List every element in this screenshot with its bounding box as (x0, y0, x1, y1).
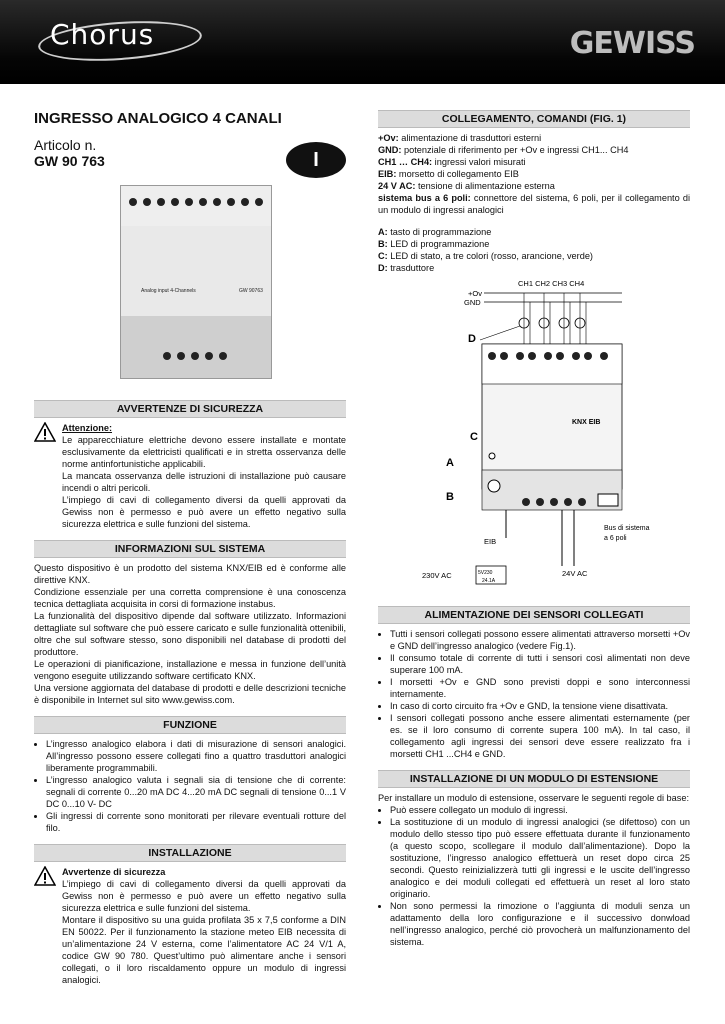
conn-item-1: +Ov: alimentazione di trasduttori esterni (378, 133, 542, 143)
brand-logo: Chorus (50, 18, 155, 51)
psu-label-2: 24.1A (482, 578, 496, 584)
warning-icon (34, 866, 56, 886)
page-title: INGRESSO ANALOGICO 4 CANALI (34, 110, 282, 127)
extension-item-2: • La sostituzione di un modulo di ingressi analogici (se difettoso) con un modulo dello stesso tipo può essere effettuata durante il funzionamento (a questo scopo, scollegare il modulo dall’alimentazione). Dopo la sostituzione, l’ingresso analogico effettuerà un reset dopo circa 25 secondi. Questo reinizializzerà tutti gli ingressi e le uscite dell’ingresso analogico e dei moduli collegati ed effettuerà un reset al loro stato originario. (390, 816, 690, 900)
psu-label-1: 5V230 (478, 570, 493, 576)
legend-d: D: trasduttore (378, 263, 435, 273)
extension-heading: INSTALLAZIONE DI UN MODULO DI ESTENSIONE (378, 770, 690, 788)
device-bottom-terminals (121, 316, 271, 378)
system-para-5: Una versione aggiornata del database di prodotti e delle descrizioni tecniche è disponibile in Internet sul sito www.gewiss.com. (34, 683, 346, 705)
conn-item-6: sistema bus a 6 poli: connettore del sistema, 6 poli, per il collegamento di un modulo di ingressi analogici (378, 193, 691, 215)
connections-heading: COLLEGAMENTO, COMANDI (FIG. 1) (378, 110, 690, 128)
device-model-text: Analog input 4-Channels (141, 288, 196, 294)
warning-icon (34, 422, 56, 442)
safety-section (34, 390, 346, 986)
diagram-bus-2: a 6 poli (604, 535, 627, 542)
label-a: A (446, 457, 454, 469)
safety-heading: AVVERTENZE DI SICUREZZA (34, 400, 346, 418)
label-d: D (468, 333, 476, 345)
supply-heading: ALIMENTAZIONE DEI SENSORI COLLEGATI (378, 606, 690, 624)
install-para-2: Montare il dispositivo su una guida profilata 35 x 7,5 conforme a DIN EN 50022. Per il funzionamento la stazione meteo EIB necessita di un’alimentazione 24 V esterna, come l’alimentatore AC 24 V/1 A, codice GW 90 780. Quest’ultimo può alimentare anche i sensori collegati, o il loro riscaldamento oppure un modulo di ingressi analogici. (62, 915, 346, 985)
conn-item-3: CH1 … CH4: ingressi valori misurati (378, 157, 526, 167)
conn-item-5: 24 V AC: tensione di alimentazione esterna (378, 181, 555, 191)
supply-item-5: • I sensori collegati possono anche essere alimentati esternamente (per es. se il loro consumo di corrente supera 100 mA). In tal caso, il collegamento agli ingressi dei sensori deve essere realizzato fra i morsetti CH1 ...CH4 e GND. (390, 712, 690, 760)
safety-para-1: Le apparecchiature elettriche devono essere installate e montate esclusivamente da elettricisti qualificati e in stretta osservanza delle norme antinfortunistiche applicabili. (62, 435, 346, 469)
install-label: Avvertenze di sicurezza (62, 867, 166, 877)
safety-para-2: La mancata osservanza delle istruzioni di installazione può causare incendi o altri pericoli. (62, 471, 346, 493)
supply-item-4: • In caso di corto circuito fra +Ov e GND, la tensione viene disattivata. (390, 700, 690, 712)
device-label-panel (121, 226, 271, 316)
article-code: GW 90 763 (34, 153, 105, 169)
diagram-eib: EIB (484, 537, 497, 546)
article-label: Articolo n. (34, 137, 97, 153)
install-heading: INSTALLAZIONE (34, 844, 346, 862)
wiring-diagram (422, 278, 652, 588)
supply-item-2: • Il consumo totale di corrente di tutti i sensori così alimentati non deve superare 100 mA. (390, 652, 690, 676)
diagram-24v: 24V AC (562, 569, 588, 578)
safety-label: Attenzione: (62, 423, 113, 433)
product-image (120, 185, 272, 379)
legend-a: A: tasto di programmazione (378, 227, 492, 237)
extension-intro: Per installare un modulo di estensione, osservare le seguenti regole di base: (378, 793, 690, 803)
install-para-1: L’impiego di cavi di collegamento diversi da quelli approvati da Gewiss non è permesso e può avere un effetto negativo sulla sicurezza elettrica e sulle funzioni del sistema. (62, 879, 346, 913)
language-badge: I (286, 142, 346, 178)
function-item-2: • L’ingresso analogico valuta i segnali sia di tensione che di corrente: segnali di corrente 0...20 mA DC 4...20 mA DC segnali di tensione 0...1 V DC 0...10 V- DC (46, 774, 346, 810)
system-para-1: Questo dispositivo è un prodotto del sistema KNX/EIB ed è conforme alle direttive KNX. (34, 563, 346, 585)
diagram-gnd: GND (464, 298, 481, 307)
diagram-bus-1: Bus di sistema (604, 525, 650, 532)
conn-item-2: GND: potenziale di riferimento per +Ov e ingressi CH1... CH4 (378, 145, 629, 155)
extension-item-1: • Può essere collegato un modulo di ingressi. (390, 804, 690, 816)
diagram-knx: KNX EIB (572, 419, 601, 426)
function-heading: FUNZIONE (34, 716, 346, 734)
header-bar (0, 0, 725, 84)
right-column (378, 110, 690, 274)
system-para-4: Le operazioni di pianificazione, installazione e messa in funzione dell’unità vengono eseguite utilizzando software certificato KNX. (34, 659, 346, 681)
extension-item-3: • Non sono permessi la rimozione o l’aggiunta di moduli senza un adattamento della loro configurazione e il successivo donwload nell’ingresso analogico, perché ciò provocherà un malfunzionamento del sistema. (390, 900, 690, 948)
conn-item-4: EIB: morsetto di collegamento EIB (378, 169, 519, 179)
safety-para-3: L’impiego di cavi di collegamento diversi da quelli approvati da Gewiss non è permesso e può avere un effetto negativo sulla sicurezza elettrica e sulle funzioni del sistema. (62, 495, 346, 529)
label-c: C (470, 431, 478, 443)
gewiss-logo: GEWISS (569, 26, 695, 61)
diagram-channels: CH1 CH2 CH3 CH4 (518, 279, 585, 288)
legend-c: C: LED di stato, a tre colori (rosso, arancione, verde) (378, 251, 593, 261)
label-b: B (446, 491, 454, 503)
diagram-230v: 230V AC (422, 571, 452, 580)
supply-item-3: • I morsetti +Ov e GND sono previsti doppi e sono interconnessi internamente. (390, 676, 690, 700)
device-code-text: GW 90763 (239, 288, 263, 294)
system-para-2: Condizione essenziale per una corretta comprensione è una conoscenza tecnica dettagliata acquisita in corsi di formazione instabus. (34, 587, 346, 609)
legend-b: B: LED di programmazione (378, 239, 490, 249)
system-para-3: La funzionalità del dispositivo dipende dal software utilizzato. Informazioni dettagliate sul software che può essere caricato e sulle funzionalità ottenibili, oltre che sul software stesso, sono disponibili nel database di prodotti del produttore. (34, 611, 346, 657)
device-top-terminals (121, 186, 271, 227)
function-item-3: • Gli ingressi di corrente sono monitorati per rilevare eventuali rotture del filo. (46, 810, 346, 834)
diagram-plus: +Ov (468, 289, 482, 298)
function-item-1: • L’ingresso analogico elabora i dati di misurazione di sensori analogici. All’ingresso possono essere collegati fino a quattro trasduttori analogici liberamente programmabili. (46, 738, 346, 774)
right-lower-column (378, 606, 690, 948)
system-heading: INFORMAZIONI SUL SISTEMA (34, 540, 346, 558)
supply-item-1: • Tutti i sensori collegati possono essere alimentati attraverso morsetti +Ov e GND dell’ingresso analogico (vedere Fig.1). (390, 628, 690, 652)
